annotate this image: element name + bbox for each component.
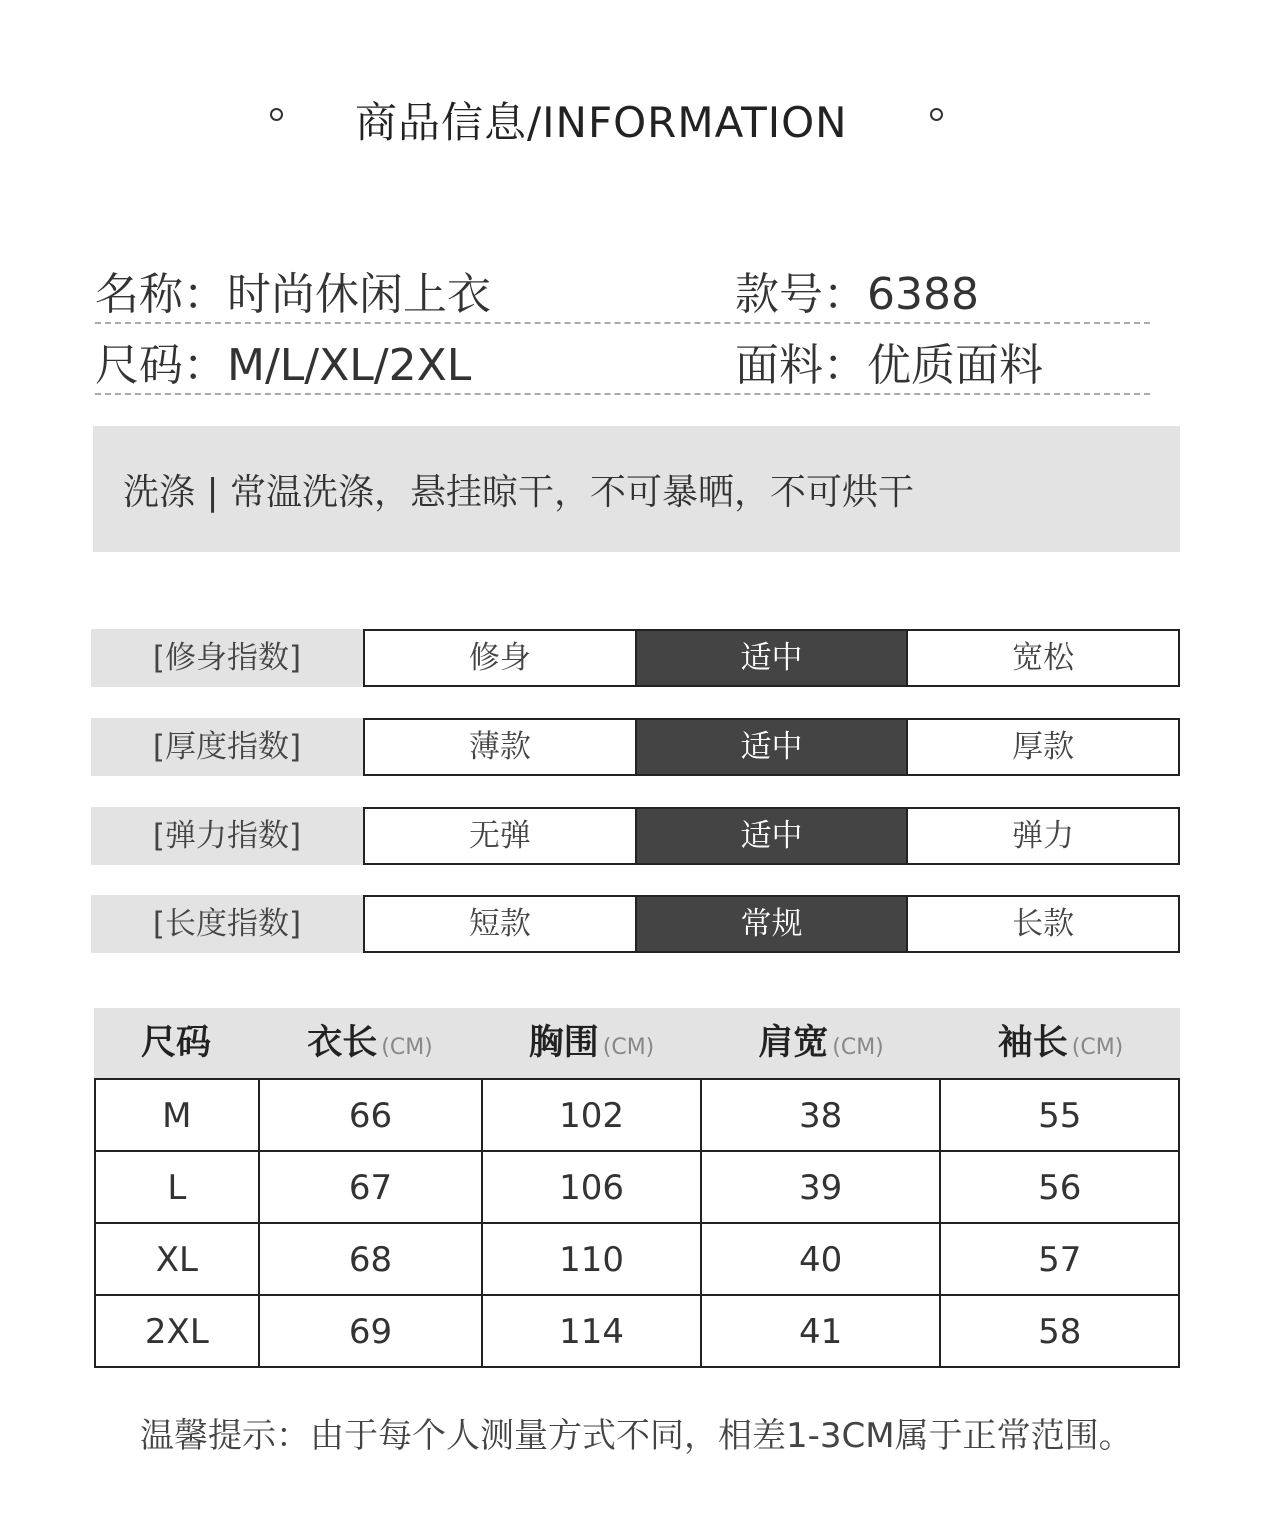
index-label: [厚度指数]	[91, 718, 363, 776]
size-table-body	[94, 1078, 1180, 1368]
section-header	[0, 82, 1280, 152]
table-cell: L	[167, 1168, 187, 1208]
header-chest: 胸围 (CM)	[528, 1023, 655, 1063]
index-option: 短款	[468, 906, 531, 942]
header-sleeve: 袖长 (CM)	[997, 1023, 1124, 1063]
index-options	[363, 629, 1180, 687]
table-cell: 2XL	[144, 1312, 209, 1352]
info-row-size	[95, 323, 1150, 395]
index-label: [长度指数]	[91, 895, 363, 953]
wash-instructions	[93, 426, 1180, 552]
index-option-selected: 适中	[635, 809, 907, 863]
header-size: 尺码	[140, 1023, 211, 1063]
table-cell: 41	[700, 1296, 940, 1366]
index-options	[363, 718, 1180, 776]
header-shoulder: 肩宽 (CM)	[758, 1023, 884, 1063]
circle-icon	[930, 108, 943, 121]
index-label: [修身指数]	[91, 629, 363, 687]
table-cell: 68	[258, 1224, 482, 1294]
index-row-length	[91, 895, 1180, 953]
index-option: 厚款	[906, 720, 1178, 774]
table-cell: 39	[700, 1152, 940, 1222]
table-cell: 40	[700, 1224, 940, 1294]
table-cell: 55	[939, 1080, 1178, 1150]
table-cell: 114	[481, 1296, 700, 1366]
section-title: 商品信息/INFORMATION	[355, 98, 848, 147]
size-table	[94, 1008, 1180, 1368]
index-row-thickness	[91, 718, 1180, 776]
size-table-header	[94, 1008, 1180, 1078]
index-label: [弹力指数]	[91, 807, 363, 865]
size-range: 尺码：M/L/XL/2XL	[95, 340, 472, 391]
table-cell: 58	[939, 1296, 1178, 1366]
table-cell: 106	[481, 1152, 700, 1222]
fabric: 面料：优质面料	[735, 340, 1043, 391]
wash-text: 洗涤 | 常温洗涤，悬挂晾干，不可暴晒，不可烘干	[123, 472, 915, 513]
table-row	[96, 1222, 1178, 1294]
measurement-note: 温馨提示：由于每个人测量方式不同，相差1-3CM属于正常范围。	[140, 1416, 1133, 1456]
index-option: 无弹	[468, 818, 531, 854]
index-option-selected: 常规	[635, 897, 907, 951]
table-cell: 69	[258, 1296, 482, 1366]
table-row	[96, 1078, 1178, 1150]
index-options	[363, 807, 1180, 865]
index-option: 长款	[906, 897, 1178, 951]
circle-icon	[270, 108, 283, 121]
header-length: 衣长 (CM)	[307, 1023, 433, 1063]
table-cell: 38	[700, 1080, 940, 1150]
info-row-name	[95, 252, 1150, 324]
index-row-fit	[91, 629, 1180, 687]
table-cell: 57	[939, 1224, 1178, 1294]
table-cell: 67	[258, 1152, 482, 1222]
index-option: 薄款	[468, 729, 531, 765]
index-option-selected: 适中	[635, 631, 907, 685]
product-name: 名称：时尚休闲上衣	[95, 269, 491, 320]
table-cell: M	[162, 1096, 192, 1136]
table-cell: 110	[481, 1224, 700, 1294]
index-option: 修身	[468, 640, 531, 676]
style-number: 款号：6388	[735, 269, 979, 320]
index-option: 宽松	[906, 631, 1178, 685]
index-option-selected: 适中	[635, 720, 907, 774]
index-row-stretch	[91, 807, 1180, 865]
table-cell: 102	[481, 1080, 700, 1150]
table-row	[96, 1150, 1178, 1222]
index-options	[363, 895, 1180, 953]
table-cell: 66	[258, 1080, 482, 1150]
table-cell: 56	[939, 1152, 1178, 1222]
table-row	[96, 1294, 1178, 1366]
table-cell: XL	[155, 1240, 198, 1280]
index-option: 弹力	[906, 809, 1178, 863]
